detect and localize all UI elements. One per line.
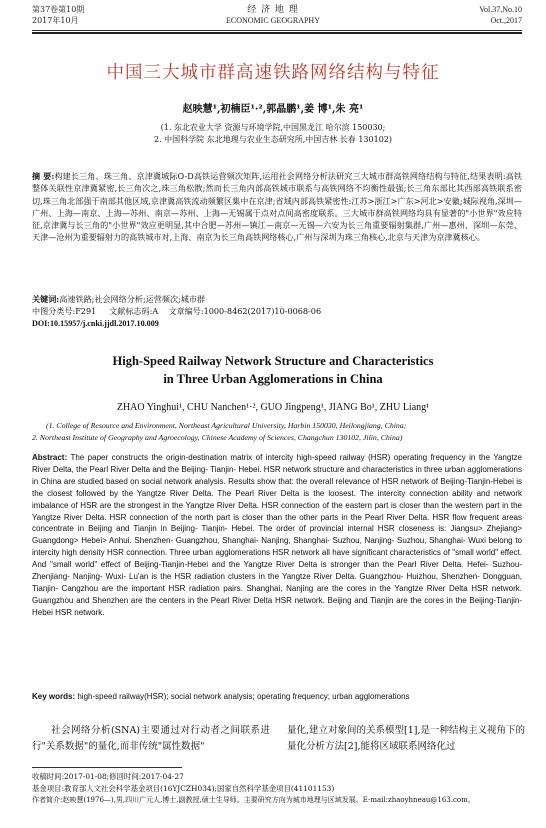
footnote-rule [32, 767, 182, 768]
abstract-en [32, 452, 522, 619]
body-left-column: 社会网络分析(SNA)主要通过对行动者之间联系进行"关系数据"的量化,而非传统"属性数据" [32, 725, 270, 752]
journal-name-en: ECONOMIC GEOGRAPHY [225, 16, 320, 25]
keywords-en-text: high-speed railway(HSR); social network analysis; operating frequency; urban agglomerations [77, 692, 410, 701]
abstract-en-label: Abstract: [32, 453, 68, 462]
affiliation-en-1: (1. College of Resource and Environment, Northeast Agricultural University, Harbin 150030, Heilongjiang, China; [46, 421, 407, 430]
affiliation-cn-2: 2. 中国科学院 东北地理与农业生态研究所,中国吉林 长春 130102) [153, 135, 392, 144]
abstract-cn-label: 摘 要: [32, 171, 55, 181]
clc-number: 中图分类号:F291 [32, 306, 97, 316]
keywords-cn-label: 关键词: [32, 294, 60, 304]
header-rule-thick [32, 32, 522, 34]
date-en: Oct.,2017 [490, 16, 522, 25]
volume-en: Vol.37,No.10 [479, 5, 522, 14]
article-number: 文章编号:1000-8462(2017)10-0068-06 [168, 306, 322, 316]
paper-title-en-line-2: in Three Urban Agglomerations in China [163, 372, 383, 386]
footnote-funding: 基金项目:教育部人文社会科学基金项目(16YJCZH034);国家自然科学基金项目(41101153) [32, 784, 335, 793]
volume-cn: 第37卷第10期 [32, 5, 85, 14]
paper-title-en-line-1: High-Speed Railway Network Structure and Characteristics [112, 354, 434, 368]
footnote-author: 作者简介:赵映慧(1976—),男,四川广元人,博士,副教授,硕士生导师。主要研究方向为城市地理与区域发展。E-mail:zhaoyhneau@163.com。 [32, 796, 475, 804]
keywords-cn [32, 294, 522, 305]
keywords-en [32, 691, 522, 702]
doi: DOI:10.15957/j.cnki.jjdl.2017.10.009 [32, 319, 159, 328]
header-rule-thin [32, 30, 522, 31]
abstract-cn [32, 170, 522, 244]
affiliation-cn-1: (1. 东北农业大学 资源与环境学院,中国黑龙江 哈尔滨 150030; [160, 123, 386, 132]
abstract-cn-text: 构建长三角、珠三角、京津冀城际O-D高铁运营频次矩阵,运用社会网络分析法研究三大城市群高铁网络结构与特征,结果表明:高铁整体关联性京津冀紧密,长三角次之,珠三角松散;然而长三角内部高铁城市联系与高铁网络不均衡性最强;长三角东部比其西部高铁联系密切,珠三角北部强于南部其他区域,京津冀高铁流动频繁区集中在京津;省域内部高铁紧密性:江苏>浙江>广东>河北>安徽;城际视角,深圳—广州、上海—南京、上海—苏州、南京—苏州、上海—无锡属于点对点间高密度联系。三大城市群高铁网络均具有显著的"小世界"效应特征,京津冀与长三角的"小世界"效应更明显,其中合肥—苏州—镇江—南京—无锡—六安为长三角重要辐射集群,广州—惠州、深圳—东莞、天津—沧州为重要辐射力的高铁城市对,上海、南京为长三角高铁网络核心,广州与深圳为珠三角核心,北京与天津为京津冀核心。 [32, 171, 522, 243]
journal-name-cn: 经 济 地 理 [247, 5, 299, 15]
authors-cn: 赵映慧¹,初楠臣¹·²,郭晶鹏¹,姜 博¹,朱 亮¹ [182, 104, 364, 115]
paper-title-cn: 中国三大城市群高速铁路网络结构与特征 [106, 63, 440, 83]
abstract-en-text: The paper constructs the origin-destination matrix of intercity high-speed railway (HSR) operating frequency in the Yangtze River Delta, the Pearl River Delta and the Beijing- Tianjin- Hebei. HSR network structure and characteristics in three urban agglomerations in China are studied based on social network analysis. Results show that: the overall relevance of HSR network of Beijing-Tianjin-Hebei is the closest followed by the Yangtze River Delta. The Pearl River Delta is the loosest. The intercity connection ability and network imbalance of HSR are the strongest in the Yangtze River Delta. HSR connection of the eastern part is closer than the western part in the Yangtze River Delta. HSR connection of the north part is closer than the other parts in the Pearl River Delta. HSR flow frequent areas concentrate in Beijing and Tianjin in Beijing- Tianjin- Hebei. The order of provincial internal HSR closeness is: Jiangsu> Zhejiang> Guangdong> Hebei> Anhui. Shenzhen- Guangzhou, Shanghai- Nanjing, Shanghai- Suzhou, Nanjing- Suzhou, Shanghai- Wuxi belong to intercity high density HSR connection. Three urban agglomerations HSR network all have significant characteristics of "small world" effect. And "small world" effect of Beijing-Tianjin-Hebei and the Yangtze River Delta is stronger than the Pearl River Delta. Hefei- Suzhou- Zhenjiang- Nanjing- Wuxi- Lu'an is the HSR radiation clusters in the Yangtze River Delta. Guangzhou- Huizhou, Shenzhen- Dongguan, Tianjin- Cangzhou are the important HSR radiation pairs. Shanghai, Nanjing are the cores in the Yangtze River Delta HSR network. Guangzhou and Shenzhen are the centers in the Pearl River Delta HSR network. Beijing and Tianjin are the cores in the Beijing-Tianjin-Hebei HSR network. [32, 453, 523, 617]
affiliation-en-2: 2. Northeast Institute of Geography and Agroecology, Chinese Academy of Sciences, Changchun 130102, Jilin, China) [32, 433, 403, 442]
authors-en: ZHAO Yinghui¹, CHU Nanchen¹·², GUO Jingpeng¹, JIANG Bo¹, ZHU Liang¹ [116, 402, 430, 413]
document-code: 文献标志码:A [109, 306, 159, 316]
keywords-en-label: Key words: [32, 692, 76, 701]
footnote-received: 收稿时间:2017-01-08;修回时间:2017-04-27 [32, 772, 184, 781]
classification-line [32, 306, 522, 317]
keywords-cn-text: 高速铁路;社会网络分析;运营频次;城市群 [59, 294, 206, 304]
body-right-column: 量化,建立对象间的关系模型[1],是一种结构主义视角下的量化分析方法[2],能将区域联系网络化过 [287, 725, 525, 752]
date-cn: 2017年10月 [32, 16, 79, 25]
